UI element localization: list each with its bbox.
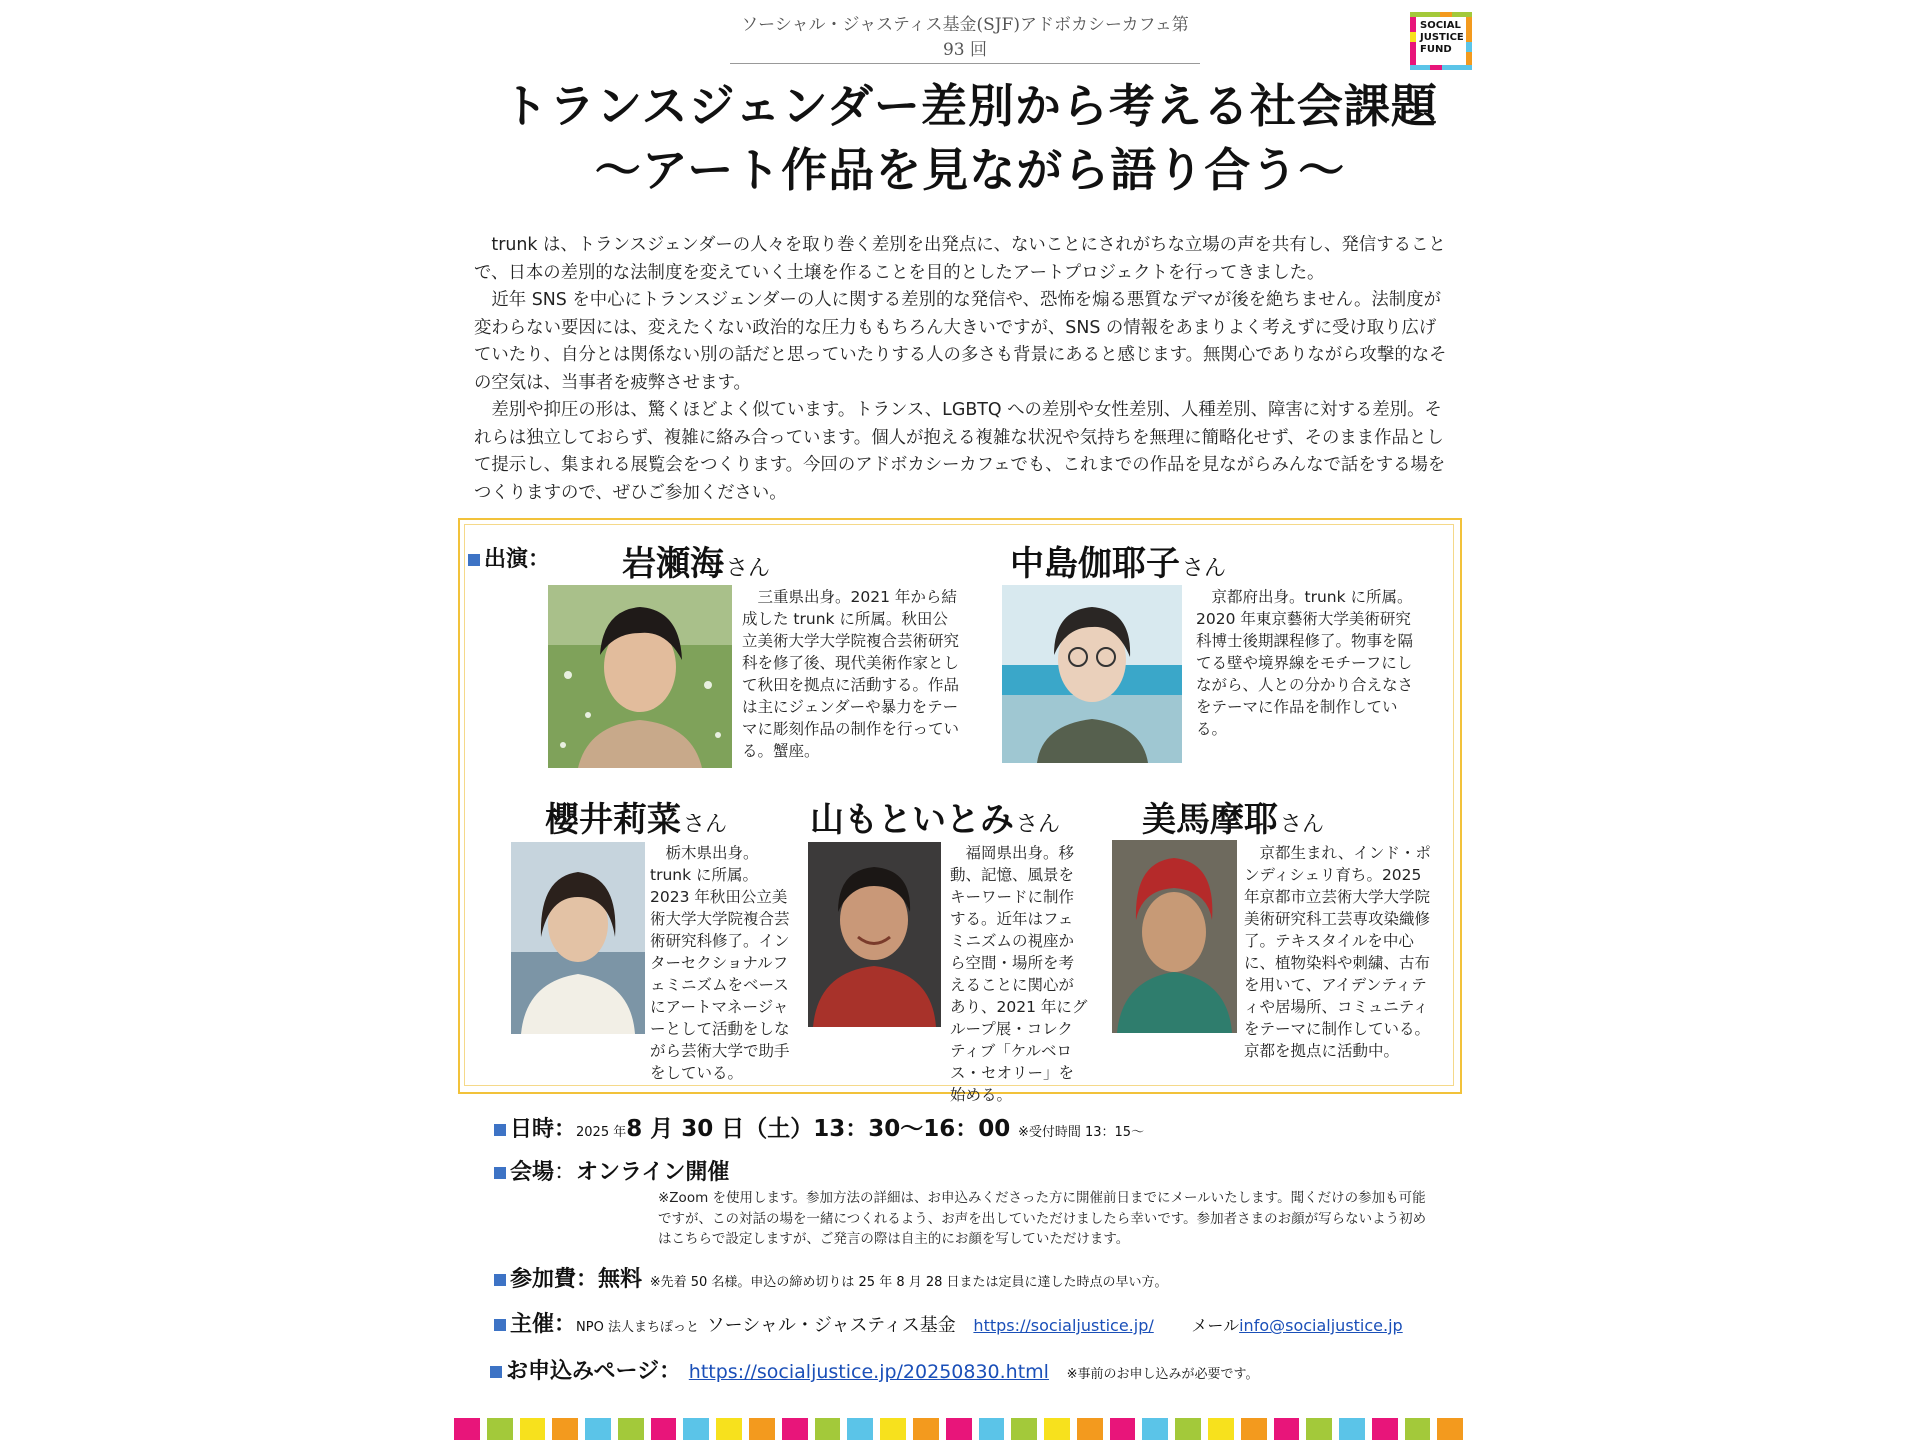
stripe-segment xyxy=(585,1418,611,1440)
stripe-segment xyxy=(1339,1418,1365,1440)
apply-label: お申込みページ： xyxy=(506,1359,682,1384)
stripe-segment xyxy=(487,1418,513,1440)
venue-note: ※Zoom を使用します。参加方法の詳細は、お申込みくださった方に開催前日までにメールいたします。聞くだけの参加も可能ですが、この対話の場を一緒につくれるよう、お声を出していただけましたら幸いです。参加者さまのお顔が写らないよう初めはこちらで設定しますが、ご発言の際は自主的にお顔を写していただけます。 xyxy=(658,1190,1427,1247)
performer-bio: 京都生まれ、インド・ポンディシェリ育ち。2025 年京都市立芸術大学大学院美術研究科工芸専攻染織修了。テキスタイルを中心に、植物染料や刺繍、古布を用いて、アイデンティティや居場所、コミュニティをテーマに制作している。京都を拠点に活動中。 xyxy=(1244,844,1431,1060)
bullet-square-icon xyxy=(494,1124,506,1136)
stripe-segment xyxy=(552,1418,578,1440)
performer-bio: 京都府出身。trunk に所属。2020 年東京藝術大学美術研究科博士後期課程修了。物事を隔てる壁や境界線をモチーフにしながら、人との分かり合えなさをテーマに作品を制作している。 xyxy=(1196,588,1414,738)
performer-name: 中島伽耶子さん xyxy=(1010,544,1227,584)
intro-text xyxy=(474,232,1452,507)
stripe-segment xyxy=(1044,1418,1070,1440)
host-row xyxy=(494,1307,1403,1338)
stripe-segment xyxy=(749,1418,775,1440)
fee-note: ※先着 50 名様。申込の締め切りは 25 年 8 月 28 日または定員に達した時点の早い方。 xyxy=(649,1275,1168,1290)
host-url-link[interactable]: https://socialjustice.jp/ xyxy=(973,1316,1154,1335)
performer-name: 岩瀬海さん xyxy=(622,544,771,584)
stripe-segment xyxy=(716,1418,742,1440)
stripe-segment xyxy=(913,1418,939,1440)
bullet-square-icon xyxy=(468,554,480,566)
portrait-icon xyxy=(511,842,645,1034)
host-org: ソーシャル・ジャスティス基金 xyxy=(706,1315,956,1336)
stripe-segment xyxy=(847,1418,873,1440)
mail-link[interactable]: info@socialjustice.jp xyxy=(1239,1316,1403,1335)
stripe-segment xyxy=(618,1418,644,1440)
venue-row xyxy=(494,1155,729,1186)
intro-paragraph-3: 差別や抑圧の形は、驚くほどよく似ています。トランス、LGBTQ への差別や女性差別、人種差別、障害に対する差別。それらは独立しておらず、複雑に絡み合っています。個人が抱える複雑な状況や気持ちを無理に簡略化せず、そのまま作品として提示し、集まれる展覧会をつくります。今回のアドボカシーカフェでも、これまでの作品を見ながらみんなで話をする場をつくりますので、ぜひご参加ください。 xyxy=(474,400,1446,503)
stripe-segment xyxy=(1241,1418,1267,1440)
venue-value: オンライン開催 xyxy=(576,1160,730,1185)
venue-label: 会場 xyxy=(510,1160,555,1185)
intro-paragraph-1: trunk は、トランスジェンダーの人々を取り巻く差別を出発点に、ないことにされがちな立場の声を共有し、発信することで、日本の差別的な法制度を変えていく土壌を作ることを目的としたアートプロジェクトを行ってきました。 xyxy=(474,235,1446,283)
apply-row xyxy=(490,1354,1259,1385)
date-value: 8 月 30 日（土）13：30～16：00 xyxy=(626,1116,1011,1142)
performer-photo xyxy=(548,585,732,768)
venue-separator: ： xyxy=(554,1160,577,1185)
bullet-square-icon xyxy=(494,1319,506,1331)
intro-paragraph-2: 近年 SNS を中心にトランスジェンダーの人に関する差別的な発信や、恐怖を煽る悪質なデマが後を絶ちません。法制度が変わらない要因には、変えたくない政治的な圧力ももちろん大きいですが、SNS の情報をあまりよく考えずに受け取り広げていたり、自分とは関係ない別の話だと思っていたりする人の多さも背景にあると感じます。無関心でありながら攻撃的なその空気は、当事者を疲弊させます。 xyxy=(474,290,1447,393)
stripe-segment xyxy=(782,1418,808,1440)
performer-photo xyxy=(808,842,941,1027)
performer-bio: 三重県出身。2021 年から結成した trunk に所属。秋田公立美術大学大学院複合芸術研究科を修了後、現代美術作家として秋田を拠点に活動する。作品は主にジェンダーや暴力をテーマに彫刻作品の制作を行っている。蟹座。 xyxy=(742,588,960,760)
logo-text-line: JUSTICE xyxy=(1420,32,1464,43)
stripe-segment xyxy=(1011,1418,1037,1440)
stripe-segment xyxy=(880,1418,906,1440)
performer-photo xyxy=(1002,585,1182,763)
logo-text-line: SOCIAL xyxy=(1420,20,1461,31)
performer-name: 山もといとみさん xyxy=(810,800,1061,840)
stripe-segment xyxy=(979,1418,1005,1440)
cast-heading: 出演： xyxy=(468,542,550,573)
bullet-square-icon xyxy=(494,1274,506,1286)
stripe-segment xyxy=(683,1418,709,1440)
portrait-icon xyxy=(1002,585,1182,763)
title-line-2: ～アート作品を見ながら語り合う～ xyxy=(594,143,1346,197)
stripe-segment xyxy=(946,1418,972,1440)
date-year: 2025 年 xyxy=(576,1125,627,1140)
mail-label: メール xyxy=(1191,1316,1240,1335)
logo-text-line: FUND xyxy=(1420,44,1452,55)
stripe-segment xyxy=(1208,1418,1234,1440)
stripe-segment xyxy=(1372,1418,1398,1440)
portrait-icon xyxy=(1112,840,1237,1033)
portrait-icon xyxy=(808,842,941,1027)
stripe-segment xyxy=(1274,1418,1300,1440)
sjf-logo xyxy=(1410,12,1472,70)
color-stripe xyxy=(454,1418,1470,1440)
fee-label: 参加費：無料 xyxy=(510,1267,643,1292)
host-org-prefix: NPO 法人まちぽっと xyxy=(576,1320,699,1335)
stripe-segment xyxy=(520,1418,546,1440)
date-row xyxy=(494,1110,1144,1143)
apply-url-link[interactable]: https://socialjustice.jp/20250830.html xyxy=(688,1361,1049,1383)
stripe-segment xyxy=(454,1418,480,1440)
series-label: ソーシャル・ジャスティス基金(SJF)アドボカシーカフェ第 93 回 xyxy=(730,10,1200,64)
date-note: ※受付時間 13：15～ xyxy=(1017,1125,1145,1140)
bullet-square-icon xyxy=(494,1167,506,1179)
bullet-square-icon xyxy=(490,1366,502,1378)
date-label: 日時： xyxy=(510,1117,577,1142)
portrait-icon xyxy=(548,585,732,768)
performer-bio: 福岡県出身。移動、記憶、風景をキーワードに制作する。近年はフェミニズムの視座から空間・場所を考えることに関心があり、2021 年にグループ展・コレクティブ「ケルベロス・セオリー」を始める。 xyxy=(950,844,1088,1104)
performer-photo xyxy=(511,842,645,1034)
title-line-1: トランスジェンダー差別から考える社会課題 xyxy=(502,79,1438,133)
stripe-segment xyxy=(1437,1418,1463,1440)
stripe-segment xyxy=(815,1418,841,1440)
stripe-segment xyxy=(1306,1418,1332,1440)
stripe-segment xyxy=(1175,1418,1201,1440)
fee-row xyxy=(494,1262,1168,1293)
stripe-segment xyxy=(1110,1418,1136,1440)
performer-name: 美馬摩耶さん xyxy=(1142,800,1325,840)
performer-bio: 栃木県出身。trunk に所属。2023 年秋田公立美術大学大学院複合芸術研究科修了。インターセクショナルフェミニズムをベースにアートマネージャーとして活動をしながら芸術大学で助手をしている。 xyxy=(650,844,790,1082)
stripe-segment xyxy=(1077,1418,1103,1440)
stripe-segment xyxy=(1405,1418,1431,1440)
apply-note: ※事前のお申し込みが必要です。 xyxy=(1066,1367,1259,1382)
stripe-segment xyxy=(1142,1418,1168,1440)
performer-name: 櫻井莉菜さん xyxy=(545,800,728,840)
stripe-segment xyxy=(651,1418,677,1440)
page-title xyxy=(440,74,1500,202)
performer-photo xyxy=(1112,840,1237,1033)
host-label: 主催： xyxy=(510,1312,577,1337)
